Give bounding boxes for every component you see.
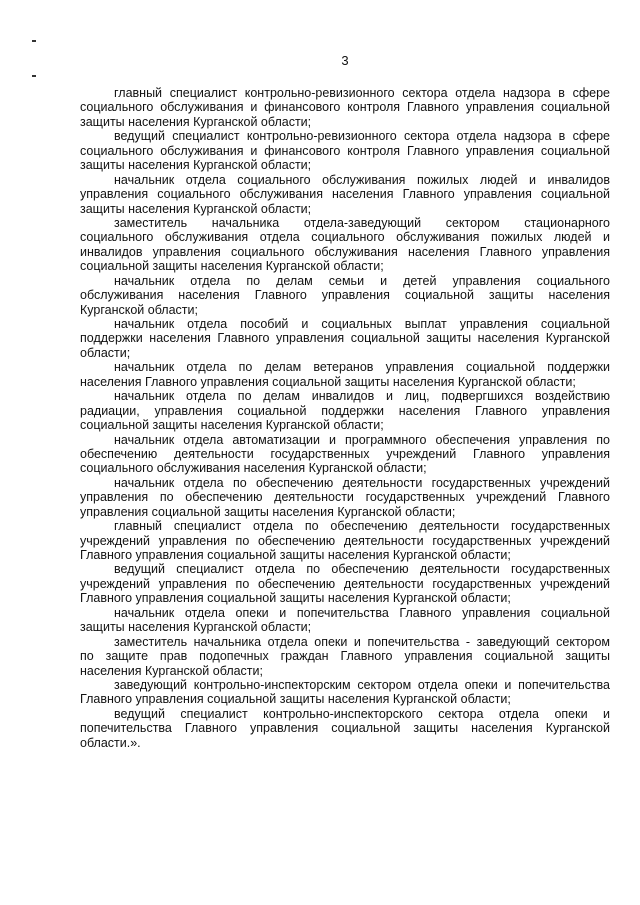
text-line: ведущий специалист контрольно-инспекторского сектора отдела опеки и — [114, 706, 610, 721]
text-line: Курганской области; — [80, 302, 198, 317]
text-line: поддержки населения Главного управления социальной защиты населения Курганской — [80, 331, 610, 346]
text-line: инвалидов управления социального обслуживания населения Главного управления — [80, 244, 610, 259]
text-line: управления социального обслуживания населения Главного управления социальной — [80, 187, 610, 202]
text-line: защиты населения Курганской области; — [80, 158, 312, 173]
text-line: заместитель начальника отдела-заведующий сектором стационарного — [114, 215, 610, 230]
text-line: социального обслуживания населения Курганской области; — [80, 461, 427, 476]
text-line: учреждений управления по обеспечению деятельности государственных учреждений — [80, 533, 610, 548]
text-line: защиты населения Курганской области; — [80, 620, 312, 635]
scan-margin-mark — [32, 40, 36, 42]
text-line: Главного управления социальной защиты населения Курганской области; — [80, 692, 511, 707]
text-line: начальник отдела по делам семьи и детей управления социального — [114, 273, 610, 288]
text-line: социального обслуживания и финансового контроля Главного управления социальной — [80, 100, 610, 115]
text-line: главный специалист контрольно-ревизионного сектора отдела надзора в сфере — [114, 86, 610, 100]
text-line: по защите прав подопечных граждан Главного управления социальной защиты — [80, 649, 610, 664]
text-line: радиации, управления социальной поддержки населения Главного управления — [80, 403, 610, 418]
text-line: начальник отдела по обеспечению деятельности государственных учреждений — [114, 475, 610, 490]
document-body — [80, 86, 610, 750]
text-line: начальник отдела по делам инвалидов и лиц, подвергшихся воздействию — [114, 389, 610, 404]
text-line: учреждений управления по обеспечению деятельности государственных учреждений — [80, 576, 610, 591]
text-line: защиты населения Курганской области; — [80, 201, 312, 216]
text-line: начальник отдела социального обслуживания пожилых людей и инвалидов — [114, 172, 610, 187]
text-line: Главного управления социальной защиты населения Курганской области; — [80, 591, 511, 606]
text-line: социальной защиты населения Курганской области; — [80, 259, 384, 274]
text-line: начальник отдела пособий и социальных выплат управления социальной — [114, 317, 610, 331]
text-line: главный специалист отдела по обеспечению деятельности государственных — [114, 519, 610, 534]
text-line: Главного управления социальной защиты населения Курганской области; — [80, 548, 511, 562]
text-line: социального обслуживания и финансового контроля Главного управления социальной — [80, 143, 610, 158]
text-line: заведующий контрольно-инспекторским сектором отдела опеки и попечительства — [114, 677, 610, 692]
text-line: ведущий специалист отдела по обеспечению деятельности государственных — [114, 562, 610, 577]
text-line: ведущий специалист контрольно-ревизионного сектора отдела надзора в сфере — [114, 129, 610, 144]
text-line: обеспечению деятельности государственных учреждений Главного управления — [80, 446, 610, 461]
text-line: начальник отдела по делам ветеранов управления социальной поддержки — [114, 360, 610, 375]
text-line: начальник отдела опеки и попечительства Главного управления социальной — [114, 605, 610, 620]
text-line: области; — [80, 345, 131, 360]
text-line: социальной защиты населения Курганской области; — [80, 418, 384, 433]
scan-margin-mark — [32, 75, 36, 77]
text-line: обслуживания населения Главного управления социальной защиты населения — [80, 288, 610, 303]
page-number: 3 — [341, 53, 349, 68]
text-line: попечительства Главного управления социальной защиты населения Курганской — [80, 721, 610, 736]
text-line: начальник отдела автоматизации и программного обеспечения управления по — [114, 432, 610, 447]
text-line: защиты населения Курганской области; — [80, 114, 312, 129]
text-line: области.». — [80, 735, 141, 750]
text-line: управления по обеспечению деятельности государственных учреждений Главного — [80, 490, 610, 505]
text-line: населения Главного управления социальной защиты населения Курганской области; — [80, 374, 576, 389]
text-line: управления социальной защиты населения Курганской области; — [80, 504, 456, 519]
text-line: заместитель начальника отдела опеки и попечительства - заведующий сектором — [114, 634, 610, 649]
text-line: населения Курганской области; — [80, 663, 263, 678]
text-line: социального обслуживания отдела социального обслуживания пожилых людей и — [80, 230, 610, 245]
